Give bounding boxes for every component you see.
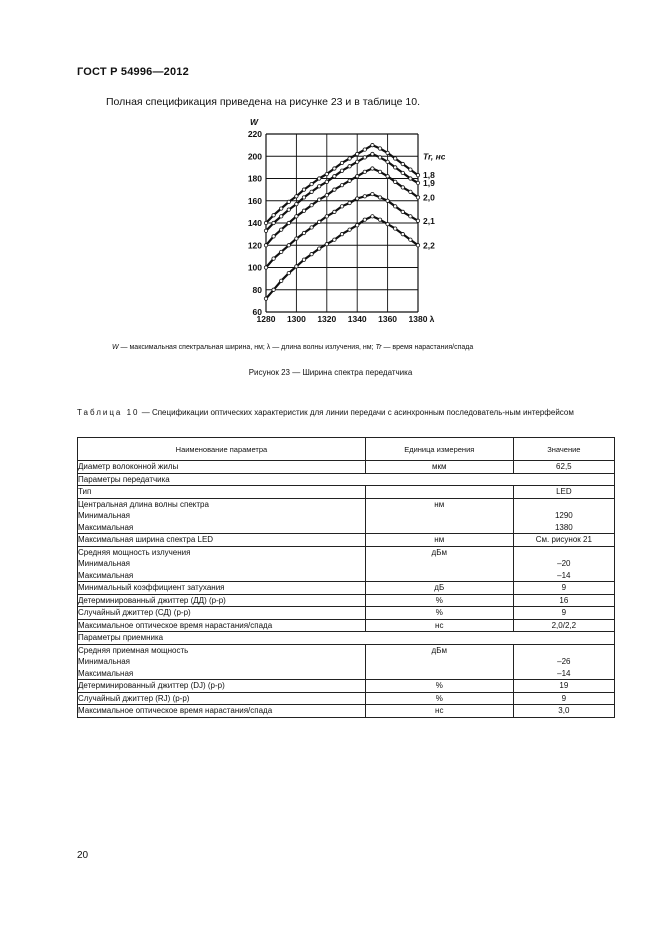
data-point — [333, 210, 336, 213]
cell-value — [513, 498, 614, 534]
cell-unit-line: мкм — [432, 462, 447, 471]
cell-unit — [365, 534, 513, 547]
y-tick-label: 160 — [247, 195, 262, 206]
data-point — [340, 183, 343, 186]
data-point — [325, 180, 328, 183]
cell-value-line: 3,0 — [558, 706, 570, 715]
data-point — [340, 205, 343, 208]
cell-parameter — [78, 692, 366, 705]
cell-unit-line — [366, 510, 513, 522]
cell-value-line: См. рисунок 21 — [535, 535, 592, 544]
cell-parameter — [78, 680, 366, 693]
cell-unit-line: дБ — [434, 583, 445, 592]
cell-parameter-line: Минимальная — [78, 657, 131, 666]
section-title: Параметры передатчика — [78, 473, 615, 486]
x-tick-label: 1320 — [317, 314, 337, 324]
data-point — [333, 238, 336, 241]
series-label: 1,8 — [423, 170, 435, 181]
cell-unit-line — [366, 668, 513, 680]
cell-value-line: 9 — [561, 608, 567, 617]
data-point — [340, 161, 343, 164]
table-row — [78, 692, 615, 705]
cell-parameter-line: Максимальное оптическое время нарастания/спада — [78, 620, 273, 630]
cell-unit — [365, 607, 513, 620]
legend-lambda-text: λ — длина волны излучения, нм; — [266, 344, 376, 351]
cell-parameter-line: Максимальная ширина спектра LED — [78, 535, 214, 544]
cell-parameter — [78, 619, 366, 632]
data-point — [280, 228, 283, 231]
y-tick-label: 120 — [247, 240, 262, 251]
data-point — [295, 237, 298, 240]
x-tick-label: 1380 — [408, 314, 428, 324]
data-point — [386, 175, 389, 178]
legend-w-text: — максимальная спектральная ширина, нм; — [118, 344, 267, 351]
data-point — [363, 156, 366, 159]
data-point — [280, 207, 283, 210]
table-header-row — [78, 438, 615, 461]
cell-unit — [365, 486, 513, 499]
data-point — [295, 202, 298, 205]
table-row — [78, 461, 615, 474]
data-point — [264, 229, 267, 232]
cell-unit-line — [366, 570, 513, 582]
cell-value — [513, 546, 614, 582]
data-point — [401, 162, 404, 165]
cell-value — [513, 461, 614, 474]
x-axis-label: λ — [429, 314, 435, 324]
table-row — [78, 534, 615, 547]
data-point — [318, 198, 321, 201]
cell-unit — [365, 461, 513, 474]
data-point — [348, 179, 351, 182]
data-point — [401, 210, 404, 213]
cell-unit-line: дБм — [431, 645, 447, 655]
data-point — [416, 181, 419, 184]
data-point — [378, 147, 381, 150]
cell-unit-line: % — [435, 608, 443, 617]
data-point — [280, 250, 283, 253]
document-header: ГОСТ Р 54996—2012 — [77, 66, 189, 78]
cell-value — [513, 692, 614, 705]
series-label: 1,9 — [423, 177, 435, 188]
data-point — [287, 200, 290, 203]
cell-parameter — [78, 534, 366, 547]
data-point — [272, 288, 275, 291]
data-point — [348, 201, 351, 204]
cell-value — [513, 619, 614, 632]
cell-parameter — [78, 498, 366, 534]
cell-unit-line — [366, 558, 513, 570]
data-point — [386, 160, 389, 163]
cell-unit — [365, 705, 513, 718]
y-tick-label: 100 — [247, 262, 262, 273]
data-point — [378, 218, 381, 221]
table-caption-label: Таблица 10 — [77, 408, 140, 417]
data-point — [348, 157, 351, 160]
cell-value — [513, 534, 614, 547]
data-point — [310, 182, 313, 185]
cell-value-line: –14 — [557, 570, 571, 580]
data-point — [310, 226, 313, 229]
data-point — [333, 167, 336, 170]
data-point — [325, 172, 328, 175]
cell-unit-line: % — [435, 693, 443, 703]
cell-parameter — [78, 486, 366, 499]
cell-unit-line: нс — [435, 706, 444, 715]
data-point — [378, 170, 381, 173]
data-point — [318, 177, 321, 180]
data-point — [386, 222, 389, 225]
data-point — [287, 271, 290, 274]
data-point — [340, 232, 343, 235]
cell-parameter-line: Средняя приемная мощность — [78, 645, 189, 655]
cell-value-line — [514, 499, 614, 511]
data-point — [409, 168, 412, 171]
data-point — [394, 180, 397, 183]
data-point — [356, 152, 359, 155]
data-point — [340, 169, 343, 172]
cell-value-line — [514, 547, 614, 559]
cell-value — [513, 486, 614, 499]
x-tick-label: 1300 — [286, 314, 306, 324]
cell-unit-line: нм — [434, 499, 445, 509]
table-row — [78, 546, 615, 582]
data-point — [371, 192, 374, 195]
legend-tr-symbol: Tr — [375, 344, 382, 351]
cell-parameter-line: Максимальная — [78, 570, 134, 580]
table-body — [78, 461, 615, 718]
cell-parameter — [78, 594, 366, 607]
cell-parameter — [78, 582, 366, 595]
y-tick-label: 200 — [247, 151, 262, 162]
cell-value-line: –26 — [557, 657, 571, 666]
y-axis-label: W — [249, 117, 259, 127]
data-point — [295, 195, 298, 198]
series-label: 2,0 — [423, 192, 435, 203]
data-point — [394, 157, 397, 160]
data-point — [295, 265, 298, 268]
cell-parameter-line: Средняя мощность излучения — [78, 547, 191, 557]
data-point — [272, 235, 275, 238]
cell-value-line: 2,0/2,2 — [551, 620, 577, 630]
data-point — [280, 279, 283, 282]
cell-parameter-line: Тип — [78, 487, 92, 496]
cell-unit-line: % — [435, 681, 443, 690]
data-point — [363, 195, 366, 198]
series-label: 2,2 — [423, 240, 435, 251]
table-row — [78, 619, 615, 632]
data-point — [416, 244, 419, 247]
cell-unit — [365, 498, 513, 534]
data-point — [325, 193, 328, 196]
cell-parameter — [78, 644, 366, 680]
data-point — [333, 175, 336, 178]
data-point — [386, 151, 389, 154]
cell-value-line: 19 — [559, 681, 569, 690]
table-row — [78, 582, 615, 595]
data-point — [310, 190, 313, 193]
data-point — [272, 221, 275, 224]
table-row — [78, 680, 615, 693]
legend-tr-text: — время нарастания/спада — [381, 344, 474, 351]
data-point — [264, 221, 267, 224]
data-point — [363, 170, 366, 173]
cell-unit-line — [366, 486, 513, 498]
data-point — [409, 190, 412, 193]
x-tick-label: 1360 — [378, 314, 398, 324]
data-point — [371, 152, 374, 155]
data-point — [371, 143, 374, 146]
data-point — [401, 171, 404, 174]
y-tick-label: 60 — [252, 307, 262, 317]
cell-value — [513, 680, 614, 693]
cell-parameter-line: Минимальная — [78, 559, 131, 568]
y-tick-label: 220 — [247, 129, 262, 139]
cell-value-line: –20 — [557, 559, 571, 568]
cell-value — [513, 705, 614, 718]
data-point — [310, 252, 313, 255]
data-point — [378, 156, 381, 159]
data-point — [356, 197, 359, 200]
cell-unit-line — [366, 522, 513, 534]
figure-caption: Рисунок 23 — Ширина спектра передатчика — [248, 368, 413, 377]
cell-parameter-line: Максимальное оптическое время нарастания/спада — [78, 706, 273, 715]
data-point — [287, 208, 290, 211]
header-parameter: Наименование параметра — [78, 438, 366, 461]
cell-value-line: LED — [556, 487, 572, 496]
data-point — [378, 196, 381, 199]
cell-parameter-line: Центральная длина волны спектра — [78, 499, 209, 509]
data-point — [325, 215, 328, 218]
cell-value-line: 1290 — [554, 511, 573, 520]
data-point — [302, 196, 305, 199]
data-point — [416, 219, 419, 222]
data-point — [356, 160, 359, 163]
y-tick-label: 180 — [247, 173, 262, 184]
cell-value-line: 9 — [561, 583, 567, 592]
series-legend-title: Tr, нс — [423, 151, 445, 162]
data-point — [302, 209, 305, 212]
cell-unit — [365, 619, 513, 632]
data-point — [386, 199, 389, 202]
data-point — [264, 244, 267, 247]
data-point — [272, 257, 275, 260]
table-row — [78, 705, 615, 718]
data-point — [310, 204, 313, 207]
data-point — [401, 186, 404, 189]
data-point — [295, 215, 298, 218]
data-point — [264, 297, 267, 300]
cell-parameter-line: Максимальная — [78, 668, 134, 678]
cell-parameter-line: Максимальная — [78, 522, 134, 532]
table-row — [78, 644, 615, 680]
cell-unit-line: нс — [435, 620, 444, 630]
y-tick-label: 80 — [252, 284, 262, 295]
data-point — [302, 188, 305, 191]
cell-unit-line: нм — [434, 535, 445, 544]
cell-unit-line — [366, 656, 513, 668]
table-caption — [77, 407, 617, 418]
data-point — [272, 214, 275, 217]
cell-unit — [365, 644, 513, 680]
table-row — [78, 498, 615, 534]
cell-value-line: 62,5 — [556, 462, 572, 471]
series-label: 2,1 — [423, 215, 435, 226]
data-point — [394, 205, 397, 208]
y-tick-label: 140 — [247, 218, 262, 228]
cell-parameter-line: Случайный джиттер (RJ) (p-p) — [78, 693, 190, 703]
data-point — [363, 148, 366, 151]
cell-value-line: 16 — [559, 595, 569, 605]
cell-value-line: –14 — [557, 668, 571, 678]
cell-parameter — [78, 546, 366, 582]
data-point — [409, 177, 412, 180]
spectrum-width-chart — [230, 112, 445, 327]
data-point — [394, 227, 397, 230]
data-point — [318, 247, 321, 250]
data-point — [280, 215, 283, 218]
data-point — [401, 232, 404, 235]
data-point — [409, 238, 412, 241]
cell-unit-line: % — [435, 595, 443, 605]
x-tick-label: 1340 — [347, 314, 367, 324]
data-point — [325, 242, 328, 245]
cell-parameter-line: Детерминированный джиттер (DJ) (p-p) — [78, 681, 225, 690]
x-tick-label: 1280 — [256, 314, 276, 324]
cell-value — [513, 607, 614, 620]
data-point — [416, 173, 419, 176]
cell-value — [513, 644, 614, 680]
data-point — [416, 196, 419, 199]
header-unit: Единица измерения — [365, 438, 513, 461]
table-row — [78, 486, 615, 499]
page-number: 20 — [77, 850, 89, 861]
table-caption-text: — Спецификации оптических характеристик для линии передачи с асинхронным последователь-ным интерфейсом — [139, 408, 574, 417]
legend-w-symbol: W — [112, 344, 119, 351]
data-point — [318, 185, 321, 188]
data-point — [264, 266, 267, 269]
cell-value — [513, 594, 614, 607]
cell-parameter — [78, 705, 366, 718]
data-point — [356, 175, 359, 178]
data-point — [409, 215, 412, 218]
cell-value — [513, 582, 614, 595]
section-title: Параметры приемника — [78, 632, 615, 645]
data-point — [363, 218, 366, 221]
cell-unit — [365, 692, 513, 705]
figure-legend — [112, 344, 473, 351]
data-point — [333, 188, 336, 191]
intro-paragraph: Полная спецификация приведена на рисунке 23 и в таблице 10. — [106, 96, 421, 108]
cell-unit — [365, 546, 513, 582]
cell-unit — [365, 582, 513, 595]
cell-parameter-line: Минимальная — [78, 511, 131, 520]
data-point — [348, 228, 351, 231]
data-point — [356, 224, 359, 227]
cell-value-line — [514, 645, 614, 657]
data-point — [394, 166, 397, 169]
table-section-row — [78, 473, 615, 486]
cell-unit — [365, 594, 513, 607]
table-row — [78, 607, 615, 620]
data-point — [348, 165, 351, 168]
header-value: Значение — [513, 438, 614, 461]
data-point — [318, 220, 321, 223]
data-point — [302, 231, 305, 234]
data-point — [287, 221, 290, 224]
table-row — [78, 594, 615, 607]
cell-unit-line: дБм — [431, 547, 447, 557]
cell-parameter — [78, 607, 366, 620]
cell-parameter-line: Диаметр волоконной жилы — [78, 462, 179, 471]
data-point — [371, 215, 374, 218]
table-section-row — [78, 632, 615, 645]
cell-parameter-line: Детерминированный джиттер (ДД) (p-p) — [78, 595, 226, 605]
data-point — [302, 258, 305, 261]
cell-unit — [365, 680, 513, 693]
cell-parameter-line: Случайный джиттер (СД) (p-p) — [78, 608, 191, 617]
data-point — [287, 244, 290, 247]
cell-value-line: 9 — [561, 693, 567, 703]
optical-spec-table — [77, 437, 615, 718]
data-point — [371, 167, 374, 170]
cell-parameter — [78, 461, 366, 474]
cell-parameter-line: Минимальный коэффициент затухания — [78, 583, 225, 592]
cell-value-line: 1380 — [554, 522, 573, 532]
